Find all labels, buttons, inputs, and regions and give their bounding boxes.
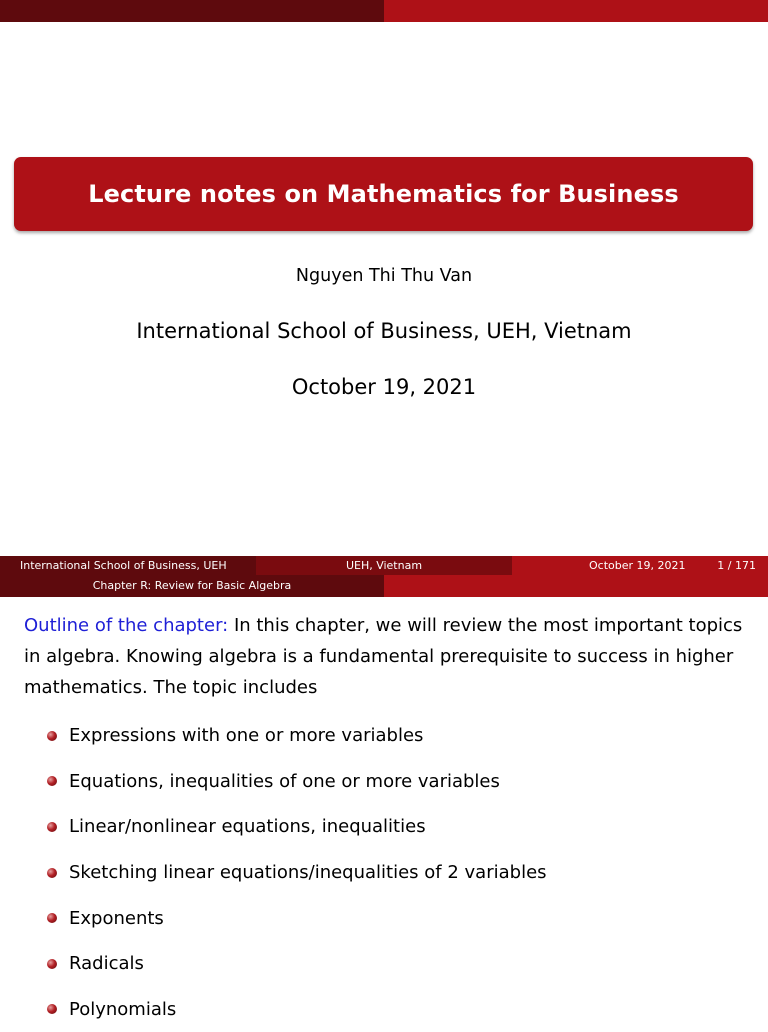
outline-intro <box>24 610 754 703</box>
institute-name: International School of Business, UEH, Vietnam <box>136 319 632 343</box>
bullet-icon <box>47 822 57 832</box>
footer-date: October 19, 2021 <box>589 559 686 572</box>
chapter-header-right <box>384 575 768 597</box>
bullet-icon <box>47 913 57 923</box>
presentation-date: October 19, 2021 <box>291 375 477 399</box>
outline-text: In this chapter, we will review the most important topics in algebra. Knowing algebra is a fundamental prerequisite to success in higher mathematics. The topic includes <box>24 615 743 698</box>
bullet-icon <box>47 868 57 878</box>
outline-content <box>24 610 754 1032</box>
list-item <box>24 804 754 850</box>
list-item <box>24 987 754 1032</box>
list-item-text: Linear/nonlinear equations, inequalities <box>69 816 426 838</box>
list-item <box>24 941 754 987</box>
author-name: Nguyen Thi Thu Van <box>295 266 473 286</box>
bullet-icon <box>47 731 57 741</box>
list-item-text: Exponents <box>69 907 164 929</box>
list-item <box>24 850 754 896</box>
topic-list <box>24 713 754 1032</box>
list-item-text: Polynomials <box>69 998 177 1020</box>
list-item <box>24 713 754 759</box>
bullet-icon <box>47 776 57 786</box>
chapter-header-bar <box>0 575 768 597</box>
footer-page-number: 1 / 171 <box>717 559 756 572</box>
list-item-text: Equations, inequalities of one or more variables <box>69 770 500 792</box>
list-item <box>24 759 754 805</box>
bullet-icon <box>47 1004 57 1014</box>
bullet-icon <box>47 959 57 969</box>
list-item-text: Expressions with one or more variables <box>69 725 424 747</box>
top-bar-left <box>0 0 384 22</box>
outline-label: Outline of the chapter: <box>24 615 229 636</box>
list-item-text: Radicals <box>69 953 144 975</box>
footer-right <box>512 556 768 575</box>
list-item <box>24 895 754 941</box>
top-bar-right <box>384 0 768 22</box>
slide-footer <box>0 556 768 575</box>
footer-location: UEH, Vietnam <box>256 556 512 575</box>
list-item-text: Sketching linear equations/inequalities of 2 variables <box>69 862 547 884</box>
title-box <box>14 157 753 231</box>
footer-institute: International School of Business, UEH <box>0 556 256 575</box>
presentation-title: Lecture notes on Mathematics for Business <box>88 180 679 208</box>
chapter-title: Chapter R: Review for Basic Algebra <box>0 575 384 597</box>
top-decoration-bar <box>0 0 768 22</box>
